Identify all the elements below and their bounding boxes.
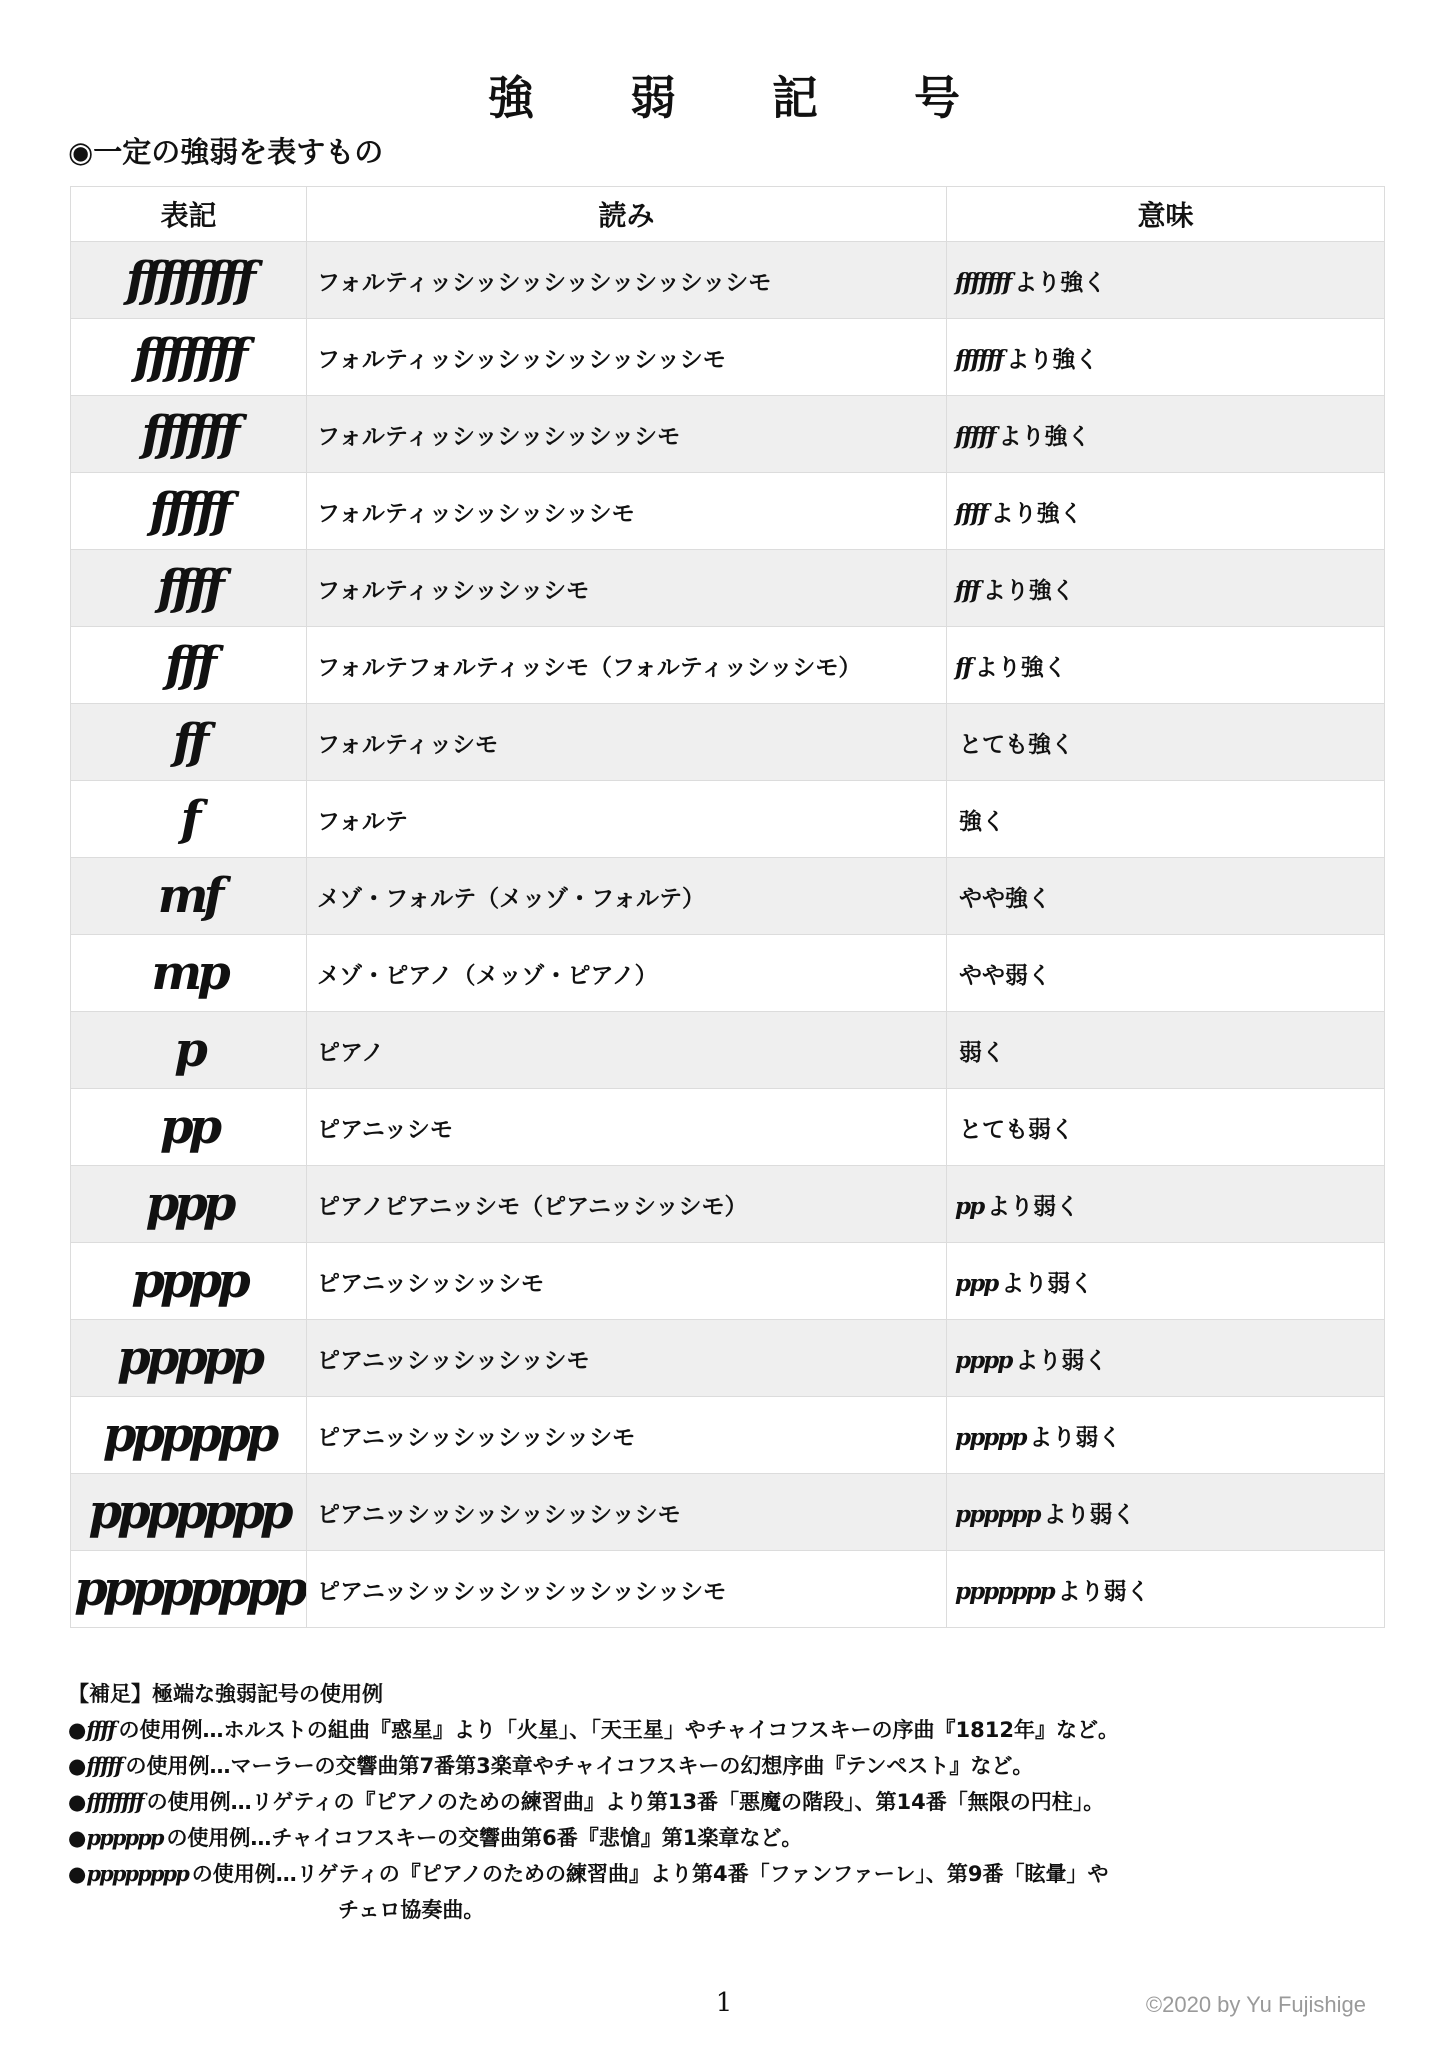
dynamic-symbol: ppppp [71,1320,307,1397]
dynamic-reading: フォルティッシッシッシッシッシッシッシモ [307,242,947,319]
dynamic-reading: フォルテフォルティッシモ（フォルティッシッシモ） [307,627,947,704]
dynamic-reading: ピアニッシモ [307,1089,947,1166]
table-row [71,1166,1385,1243]
table-row [71,1551,1385,1628]
dynamic-reading: メゾ・ピアノ（メッゾ・ピアノ） [307,935,947,1012]
meaning-symbol: ppp [955,1269,998,1297]
table-row [71,627,1385,704]
dynamic-reading: フォルティッシッシッシモ [307,550,947,627]
bullet-icon: ● [68,1718,87,1742]
note-item [68,1820,1388,1856]
note-text: の使用例…リゲティの『ピアノのための練習曲』より第4番「ファンファーレ」、第9番「眩暈」や [191,1862,1109,1886]
dynamic-symbol: mf [71,858,307,935]
table-row [71,781,1385,858]
header-meaning: 意味 [947,187,1385,242]
meaning-text: やや強く [959,885,1051,912]
meaning-text: より弱く [1043,1501,1136,1528]
note-continuation: チェロ協奏曲。 [338,1898,485,1922]
dynamic-meaning [947,704,1385,781]
header-notation: 表記 [71,187,307,242]
meaning-symbol: ffffff [955,345,1003,373]
dynamic-symbol: ffffffff [71,242,307,319]
page-number: 1 [715,1988,733,2018]
dynamic-symbol: pppppppp [71,1551,307,1628]
note-item [68,1712,1388,1748]
dynamic-meaning [947,1320,1385,1397]
table-row [71,242,1385,319]
table-row [71,396,1385,473]
dynamic-reading: ピアノピアニッシモ（ピアニッシッシモ） [307,1166,947,1243]
meaning-text: より強く [1006,346,1099,373]
section-heading: ◉一定の強弱を表すもの [68,135,384,169]
dynamic-meaning [947,1243,1385,1320]
meaning-symbol: ff [955,653,971,681]
note-text: の使用例…リゲティの『ピアノのための練習曲』より第13番「悪魔の階段」、第14番「無限の円柱」。 [146,1790,1105,1814]
table-row [71,858,1385,935]
table-row [71,1397,1385,1474]
dynamic-meaning [947,781,1385,858]
meaning-text: 弱く [959,1039,1005,1066]
meaning-text: より強く [974,654,1067,681]
meaning-text: より強く [982,577,1075,604]
dynamic-symbol: mp [71,935,307,1012]
meaning-text: より強く [998,423,1091,450]
meaning-text: 強く [959,808,1005,835]
meaning-symbol: pppppp [955,1500,1040,1528]
meaning-symbol: fffff [955,422,995,450]
meaning-text: より弱く [1001,1270,1094,1297]
meaning-symbol: ppppppp [955,1577,1054,1605]
dynamic-reading: ピアニッシッシッシッシッシッシモ [307,1474,947,1551]
dynamic-symbol: fffff [71,473,307,550]
dynamic-symbol: pp [71,1089,307,1166]
meaning-symbol: ffff [955,499,987,527]
dynamic-meaning [947,550,1385,627]
dynamic-reading: フォルティッシモ [307,704,947,781]
dynamic-reading: ピアニッシッシッシッシモ [307,1320,947,1397]
meaning-text: より弱く [1029,1424,1122,1451]
dynamic-symbol: ffffff [71,396,307,473]
meaning-symbol: fff [955,576,979,604]
notes-list [68,1712,1388,1928]
dynamic-meaning [947,627,1385,704]
dynamic-symbol: p [71,1012,307,1089]
table-row [71,704,1385,781]
table-row [71,1243,1385,1320]
page-title: 強 弱 記 号 [487,71,1001,125]
dynamic-meaning [947,935,1385,1012]
note-text: の使用例…マーラーの交響曲第7番第3楽章やチャイコフスキーの幻想序曲『テンペスト』など。 [125,1754,1034,1778]
dynamic-reading: ピアノ [307,1012,947,1089]
meaning-text: より弱く [1057,1578,1150,1605]
dynamic-symbol: f [71,781,307,858]
meaning-text: より強く [1014,269,1107,296]
note-text: の使用例…チャイコフスキーの交響曲第6番『悲愴』第1楽章など。 [166,1826,803,1850]
table-row [71,1320,1385,1397]
table-row [71,319,1385,396]
bullet-icon: ● [68,1754,87,1778]
dynamic-meaning [947,1012,1385,1089]
dynamic-meaning [947,396,1385,473]
copyright: ©2020 by Yu Fujishige [1145,1992,1366,2017]
meaning-text: より弱く [987,1193,1080,1220]
note-item [68,1784,1388,1820]
table-row [71,935,1385,1012]
meaning-symbol: fffffff [955,268,1011,296]
dynamic-meaning [947,319,1385,396]
dynamic-reading: ピアニッシッシッシッシッシモ [307,1397,947,1474]
dynamic-reading: フォルティッシッシッシッシッシモ [307,396,947,473]
notes-section [68,1676,1388,1928]
bullet-icon: ● [68,1790,87,1814]
table-row [71,473,1385,550]
meaning-text: とても強く [959,731,1074,758]
note-text: の使用例…ホルストの組曲『惑星』より「火星」、「天王星」やチャイコフスキーの序曲『1812年』など。 [118,1718,1119,1742]
dynamic-meaning [947,1551,1385,1628]
bullet-icon: ● [68,1862,87,1886]
note-item [68,1856,1388,1892]
dynamic-meaning [947,1089,1385,1166]
meaning-symbol: pppp [955,1346,1012,1374]
dynamic-meaning [947,858,1385,935]
dynamic-reading: フォルティッシッシッシッシッシッシモ [307,319,947,396]
dynamic-reading: ピアニッシッシッシモ [307,1243,947,1320]
note-symbol: pppppppp [86,1861,188,1886]
dynamic-reading: メゾ・フォルテ（メッゾ・フォルテ） [307,858,947,935]
meaning-text: やや弱く [959,962,1051,989]
note-symbol: pppppp [86,1825,163,1850]
note-symbol: fffff [86,1753,122,1778]
table-row [71,1012,1385,1089]
meaning-text: より弱く [1015,1347,1108,1374]
notes-heading: 【補足】極端な強弱記号の使用例 [68,1682,383,1706]
dynamics-table [70,186,1385,1628]
dynamic-symbol: ffff [71,550,307,627]
meaning-text: とても弱く [959,1116,1074,1143]
dynamic-symbol: ppppppp [71,1474,307,1551]
dynamic-symbol: fff [71,627,307,704]
dynamic-symbol: pppppp [71,1397,307,1474]
dynamic-symbol: pppp [71,1243,307,1320]
dynamic-meaning [947,242,1385,319]
meaning-symbol: pp [955,1192,984,1220]
dynamic-reading: フォルテ [307,781,947,858]
header-reading: 読み [307,187,947,242]
meaning-text: より強く [990,500,1083,527]
table-body [71,242,1385,1628]
dynamic-symbol: ppp [71,1166,307,1243]
note-item [68,1748,1388,1784]
dynamic-meaning [947,1474,1385,1551]
table-header-row [71,187,1385,242]
note-symbol: ffff [86,1717,115,1742]
table-row [71,550,1385,627]
dynamic-meaning [947,1166,1385,1243]
meaning-symbol: ppppp [955,1423,1026,1451]
table-row [71,1089,1385,1166]
table-row [71,1474,1385,1551]
dynamic-symbol: ff [71,704,307,781]
dynamic-reading: フォルティッシッシッシッシモ [307,473,947,550]
note-symbol: ffffffff [86,1789,143,1814]
dynamic-meaning [947,1397,1385,1474]
dynamic-reading: ピアニッシッシッシッシッシッシッシモ [307,1551,947,1628]
dynamic-symbol: fffffff [71,319,307,396]
dynamic-meaning [947,473,1385,550]
bullet-icon: ● [68,1826,87,1850]
